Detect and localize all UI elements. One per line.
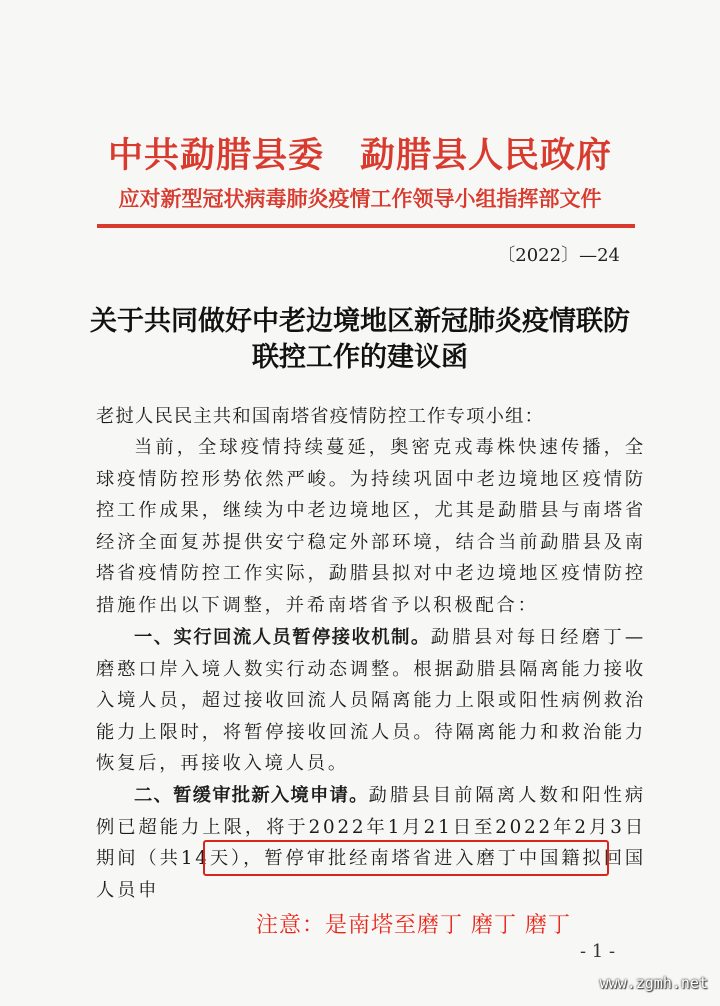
red-highlight-box xyxy=(203,840,609,876)
paragraph-2 xyxy=(96,622,646,780)
paragraph-2-heading: 一、实行回流人员暂停接收机制。 xyxy=(134,627,431,648)
title-line-2: 联控工作的建议函 xyxy=(252,342,468,373)
salutation: 老挝人民民主共和国南塔省疫情防控工作专项小组： xyxy=(96,406,545,427)
org-right-name: 勐腊县人民政府 xyxy=(360,135,613,176)
document-title xyxy=(80,304,640,376)
letterhead-subtitle: 应对新型冠状病毒肺炎疫情工作领导小组指挥部文件 xyxy=(118,186,602,211)
document-number: 〔2022〕—24 xyxy=(497,245,620,266)
title-line-1: 关于共同做好中老边境地区新冠肺炎疫情联防 xyxy=(90,306,630,337)
page-number: - 1 - xyxy=(580,941,616,962)
paragraph-3-heading: 二、暂缓审批新入境申请。 xyxy=(134,785,369,806)
paragraph-3-text: 勐腊县目前隔离人数和阳性病例已超能力上限，将于2022年1月21日至2022年2月3日期间（共14天），暂停审批经南塔省进入磨丁中国籍拟回国人员申 xyxy=(96,785,646,901)
paragraph-2-text: 勐腊县对每日经磨丁—磨憨口岸入境人数实行动态调整。根据勐腊县隔离能力接收入境人员，超过接收回流人员隔离能力上限或阳性病例救治能力上限时，将暂停接收回流人员。待隔离能力和救治能力恢复后，再接收入境人员。 xyxy=(96,627,647,774)
org-left-name: 中共勐腊县委 xyxy=(107,135,324,176)
annotation-note: 注意：是南塔至磨丁 磨丁 磨丁 xyxy=(256,913,571,938)
letterhead-org-title xyxy=(100,128,620,178)
red-divider-line xyxy=(97,224,635,228)
site-watermark: www.zgmh.net xyxy=(599,974,708,992)
paragraph-1: 当前，全球疫情持续蔓延，奥密克戎毒株快速传播，全球疫情防控形势依然严峻。为持续巩固中老边境地区疫情防控工作成果，继续为中老边境地区，尤其是勐腊县与南塔省经济全面复苏提供安宁稳定外部环境，结合当前勐腊县及南塔省疫情防控工作实际，勐腊县拟对中老边境地区疫情防控措施作出以下调整，并希南塔省予以积极配合： xyxy=(96,437,646,616)
